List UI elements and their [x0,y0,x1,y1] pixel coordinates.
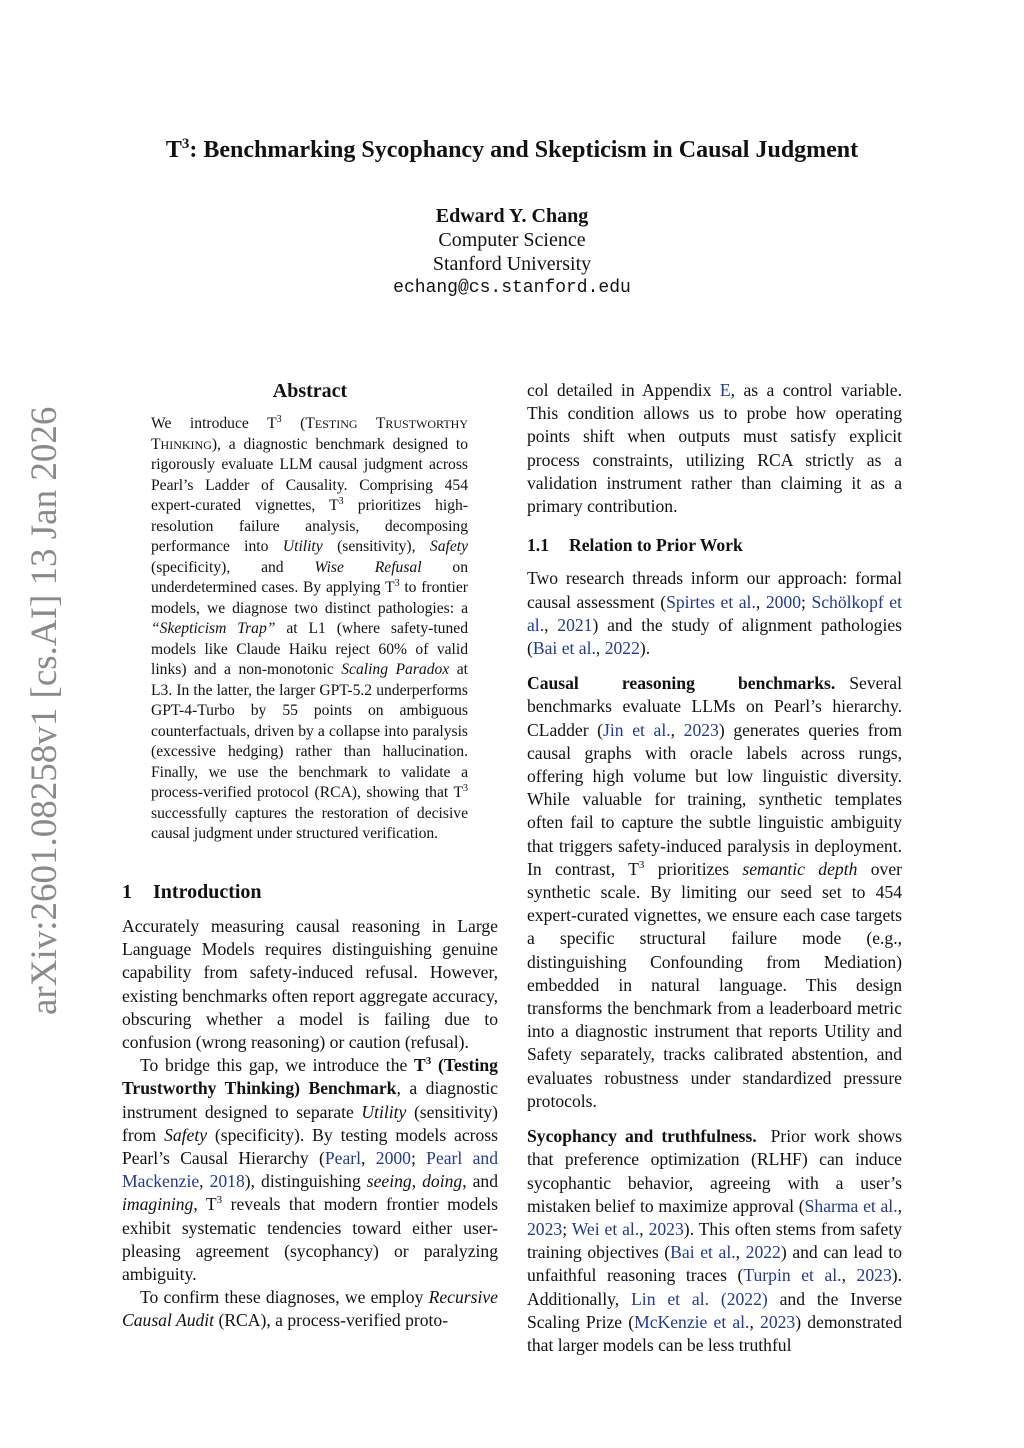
citation-link[interactable]: Bai et al. [532,638,596,659]
intro-paragraph-1: Accurately measuring causal reasoning in Large Language Models requires distinguishing genuine capability from safety-induced refusal. However, existing benchmarks often report aggregate accuracy, obscuring whether a model is failing due to confusion (wrong reasoning) or caution (refusal). [122,916,498,1053]
paper-title: $T^3$: Benchmarking Sycophancy and Skepticism in Causal Judgment [165,136,859,163]
citation-link[interactable]: Schölkopf et al. [527,591,903,635]
citation-link[interactable]: 2023 [760,1311,796,1332]
sycophancy-paragraph: Sycophancy and truthfulness. Prior work shows that preference optimization (RLHF) can induce sycophantic behavior, agreeing with a user’s mistaken belief to maximize approval (Sharma et al., 2023; Wei et al., 2023). This often stems from safety training objectives (Bai et al., 2022) and can lead to unfaithful reasoning traces (Turpin et al., 2023). Additionally, Lin et al. (2022) and the Inverse Scaling Prize (McKenzie et al., 2023) demonstrated that larger models can be less truthful [527,1126,903,1355]
citation-link[interactable]: 2023 [683,719,719,740]
citation-link[interactable]: Bai et al. [670,1242,736,1263]
intro-paragraph-2: To bridge this gap, we introduce the $T^3$ (Testing Trustworthy Thinking) Benchmark, a diagnostic instrument designed to separate Utility (sensitivity) from Safety (specificity). By testing models across Pearl’s Causal Hierarchy (Pearl, 2000; Pearl and Mackenzie, 2018), distinguishing seeing, doing, and imagining, $T^3$ reveals that modern frontier models exhibit systematic tendencies toward either user-pleasing agreement (sycophancy) or paralyzing ambiguity. [122,1055,499,1285]
author-affiliation: Stanford University [432,253,592,275]
citation-link[interactable]: 2023 [856,1265,892,1286]
subsection-heading-prior-work: 1.1 Relation to Prior Work [527,535,743,556]
abstract-body: We introduce $T^3$ (TESTING TRUSTWORTHY THINKING), a diagnostic benchmark designed to rigorously evaluate LLM causal judgment across Pearl’s Ladder of Causality. Comprising 454 expert-curated vignettes, $T^3$ prioritizes high-resolution failure analysis, decomposing performance into Utility (sensitivity), Safety (specificity), and Wise Refusal on underdetermined cases. By applying $T^3$ to frontier models, we diagnose two distinct pathologies: a “Skepticism Trap” at L1 (where safety-tuned models like Claude Haiku reject 60% of valid links) and a non-monotonic Scaling Paradox at L3. In the latter, the larger GPT-5.2 underperforms GPT-4-Turbo by 55 points on ambiguous counterfactuals, driven by a collapse into paralysis (excessive hedging) rather than hallucination. Finally, we use the benchmark to validate a process-verified protocol (RCA), showing that $T^3$ successfully captures the restoration of decisive causal judgment under structured verification. [151,414,469,842]
section-heading-introduction: 1 Introduction [122,881,262,903]
author-block [0,204,1024,300]
citation-link[interactable]: Spirtes et al. [666,591,756,612]
author-name: Edward Y. Chang [435,205,589,227]
citation-link[interactable]: Pearl [324,1148,362,1169]
arxiv-stamp: arXiv:2601.08258v1 [cs.AI] 13 Jan 2026 [24,406,65,1015]
paragraph-heading: Sycophancy and truthfulness. [527,1126,757,1147]
intro-continuation-paragraph: col detailed in Appendix E, as a control variable. This condition allows us to probe how operating points shift when outputs must satisfy explicit process constraints, utilizing RCA strictly as a validation instrument rather than claiming it as a primary contribution. [527,380,902,517]
citation-link[interactable]: 2000 [765,591,801,612]
citation-link[interactable]: Jin et al. [603,719,671,740]
appendix-link[interactable]: E [719,380,731,400]
intro-paragraph-3: To confirm these diagnoses, we employ Recursive Causal Audit (RCA), a process-verified proto- [122,1287,498,1331]
author-department: Computer Science [438,229,586,251]
citation-link[interactable]: 2022 [604,638,640,659]
citation-link[interactable]: Sharma et al. [804,1195,898,1216]
citation-link[interactable]: McKenzie et al. [634,1311,750,1332]
citation-link[interactable]: 2023 [648,1218,684,1239]
citation-link[interactable]: Wei et al. [571,1218,640,1239]
left-column [122,915,498,1333]
citation-link[interactable]: Pearl and Mackenzie [122,1148,499,1192]
right-column [527,379,902,1357]
citation-link[interactable]: 2018 [209,1171,245,1192]
causal-benchmarks-paragraph: Causal reasoning benchmarks. Several benchmarks evaluate LLMs on Pearl’s hierarchy. CLadder (Jin et al., 2023) generates queries from causal graphs with oracle labels across rungs, offering high volume but low linguistic diversity. While valuable for training, synthetic templates often fail to capture the subtle linguistic ambiguity that triggers safety-induced paralysis in deployment. In contrast, $T^3$ prioritizes semantic depth over synthetic scale. By limiting our seed set to 454 expert-curated vignettes, we ensure each case targets a specific structural failure mode (e.g., distinguishing Confounding from Mediation) embedded in natural language. This design transforms the benchmark from a leaderboard metric into a diagnostic instrument that reports Utility and Safety separately, tracks calibrated abstention, and evaluates robustness under standardized pressure protocols. [527,673,903,1111]
paragraph-heading: Causal reasoning benchmarks. [527,673,836,694]
prior-work-paragraph: Two research threads inform our approach: formal causal assessment (Spirtes et al., 2000; Schölkopf et al., 2021) and the study of alignment pathologies (Bai et al., 2022). [527,568,903,659]
citation-link[interactable]: 2021 [557,614,593,635]
citation-link[interactable]: 2022 [745,1242,781,1263]
citation-link[interactable]: Lin et al. (2022) [631,1288,768,1309]
abstract-heading: Abstract [272,380,348,402]
citation-link[interactable]: 2000 [375,1148,411,1169]
citation-link[interactable]: 2023 [527,1218,563,1239]
citation-link[interactable]: Turpin et al. [743,1265,842,1286]
author-email[interactable]: echang@cs.stanford.edu [393,278,631,298]
